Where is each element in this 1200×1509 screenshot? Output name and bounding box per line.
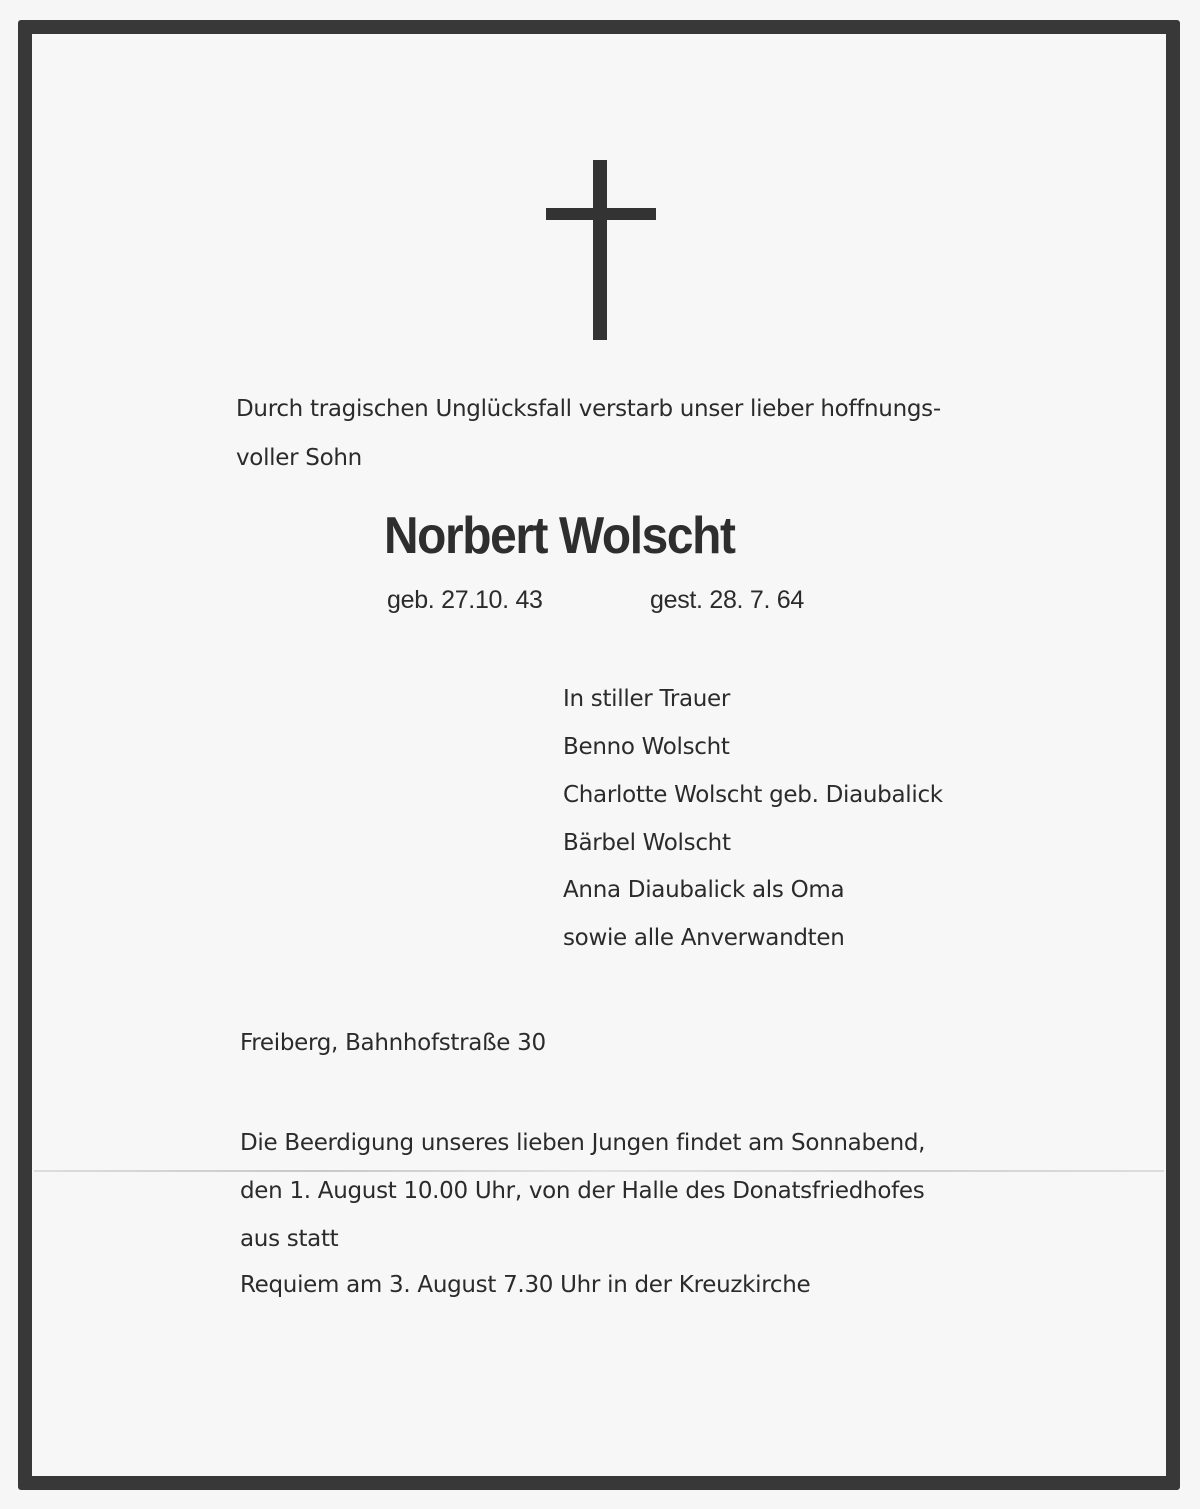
- requiem-line: Requiem am 3. August 7.30 Uhr in der Kreuzkirche: [240, 1272, 811, 1298]
- mourner-line: Anna Diaubalick als Oma: [563, 877, 845, 903]
- birth-date: geb. 27.10. 43: [387, 586, 543, 614]
- funeral-line-1: Die Beerdigung unseres lieben Jungen findet am Sonnabend,: [240, 1130, 926, 1156]
- death-date: gest. 28. 7. 64: [650, 586, 804, 614]
- funeral-line-3: aus statt: [240, 1226, 339, 1252]
- intro-line-2: voller Sohn: [236, 445, 362, 471]
- mourner-line: Charlotte Wolscht geb. Diaubalick: [563, 782, 943, 808]
- mourner-line: sowie alle Anverwandten: [563, 925, 845, 951]
- mourner-line: In stiller Trauer: [563, 686, 731, 712]
- cross-vertical-bar: [593, 160, 607, 340]
- mourner-line: Benno Wolscht: [563, 734, 730, 760]
- cross-horizontal-bar: [546, 208, 656, 220]
- funeral-line-2: den 1. August 10.00 Uhr, von der Halle des Donatsfriedhofes: [240, 1178, 925, 1204]
- paper-fold-crease: [34, 1170, 1164, 1172]
- mourner-line: Bärbel Wolscht: [563, 830, 731, 856]
- intro-line-1: Durch tragischen Unglücksfall verstarb unser lieber hoffnungs-: [236, 396, 941, 422]
- deceased-name: Norbert Wolscht: [384, 507, 735, 565]
- address: Freiberg, Bahnhofstraße 30: [240, 1030, 546, 1056]
